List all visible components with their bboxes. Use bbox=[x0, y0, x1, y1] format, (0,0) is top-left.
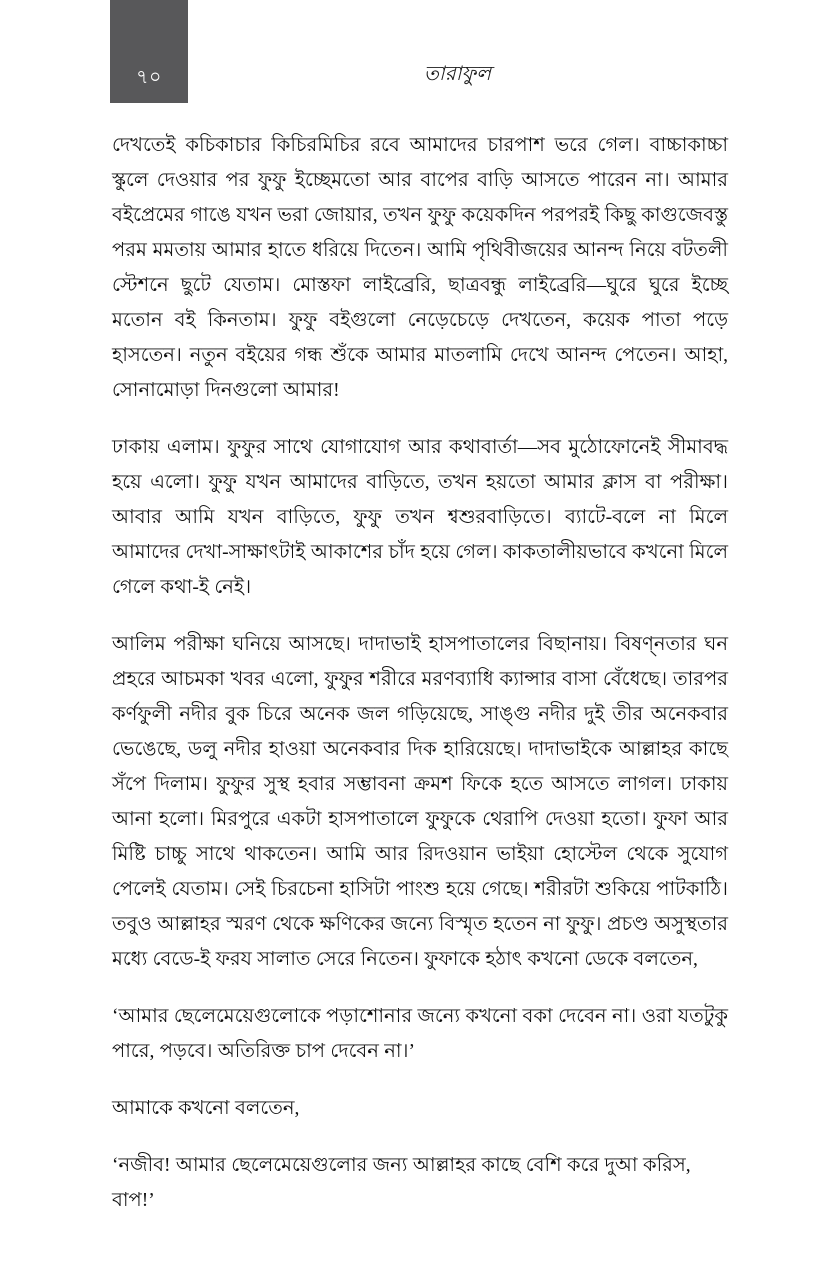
page-header bbox=[0, 0, 822, 110]
quoted-paragraph: ‘আমার ছেলেমেয়েগুলোকে পড়াশোনার জন্যে কখনো বকা দেবেন না। ওরা যতটুকু পারে, পড়বে। অতিরিক্ত চাপ দেবেন না।’ bbox=[112, 1006, 728, 1062]
paragraph: দেখতেই কচিকাচার কিচিরমিচির রবে আমাদের চারপাশ ভরে গেল। বাচ্চাকাচ্চা স্কুলে দেওয়ার পর ফুফু ইচ্ছেমতো আর বাপের বাড়ি আসতে পারেন না। আমার বইপ্রেমের গাঙে যখন ভরা জোয়ার, তখন ফুফু কয়েকদিন পরপরই কিছু কাগুজেবস্তু পরম মমতায় আমার হাতে ধরিয়ে দিতেন। আমি পৃথিবীজয়ের আনন্দ নিয়ে বটতলী স্টেশনে ছুটে যেতাম। মোস্তফা লাইব্রেরি, ছাত্রবন্ধু লাইব্রেরি—ঘুরে ঘুরে ইচ্ছে মতোন বই কিনতাম। ফুফু বইগুলো নেড়েচেড়ে দেখতেন, কয়েক পাতা পড়ে হাসতেন। নতুন বইয়ের গন্ধ শুঁকে আমার মাতলামি দেখে আনন্দ পেতেন। আহা, সোনামোড়া দিনগুলো আমার! bbox=[112, 135, 728, 401]
quoted-paragraph: ‘নজীব! আমার ছেলেমেয়েগুলোর জন্য আল্লাহর কাছে বেশি করে দুআ করিস, বাপ!’ bbox=[112, 1155, 691, 1211]
paragraph: আলিম পরীক্ষা ঘনিয়ে আসছে। দাদাভাই হাসপাতালের বিছানায়। বিষণ্নতার ঘন প্রহরে আচমকা খবর এলো, ফুফুর শরীরে মরণব্যাধি ক্যান্সার বাসা বেঁধেছে। তারপর কর্ণফুলী নদীর বুক চিরে অনেক জল গড়িয়েছে, সাঙ্গু নদীর দুই তীর অনেকবার ভেঙেছে, ডলু নদীর হাওয়া অনেকবার দিক হারিয়েছে। দাদাভাইকে আল্লাহর কাছে সঁপে দিলাম। ফুফুর সুস্থ হবার সম্ভাবনা ক্রমশ ফিকে হতে আসতে লাগল। ঢাকায় আনা হলো। মিরপুরে একটা হাসপাতালে ফুফুকে থেরাপি দেওয়া হতো। ফুফা আর মিষ্টি চাচ্চু সাথে থাকতেন। আমি আর রিদওয়ান ভাইয়া হোস্টেল থেকে সুযোগ পেলেই যেতাম। সেই চিরচেনা হাসিটা পাংশু হয়ে গেছে। শরীরটা শুকিয়ে পাটকাঠি। তবুও আল্লাহর স্মরণ থেকে ক্ষণিকের জন্যে বিস্মৃত হতেন না ফুফু। প্রচণ্ড অসুস্থতার মধ্যে বেডে-ই ফরয সালাত সেরে নিতেন। ফুফাকে হঠাৎ কখনো ডেকে বলতেন, bbox=[112, 634, 728, 970]
paragraph: ঢাকায় এলাম। ফুফুর সাথে যোগাযোগ আর কথাবার্তা—সব মুঠোফোনেই সীমাবদ্ধ হয়ে এলো। ফুফু যখন আমাদের বাড়িতে, তখন হয়তো আমার ক্লাস বা পরীক্ষা। আবার আমি যখন বাড়িতে, ফুফু তখন শ্বশুরবাড়িতে। ব্যাটে-বলে না মিলে আমাদের দেখা-সাক্ষাৎটাই আকাশের চাঁদ হয়ে গেল। কাকতালীয়ভাবে কখনো মিলে গেলে কথা-ই নেই। bbox=[112, 437, 728, 598]
page-number: ৭০ bbox=[136, 67, 162, 88]
page-body-text bbox=[112, 128, 728, 1218]
paragraph: আমাকে কখনো বলতেন, bbox=[112, 1098, 300, 1119]
folio-block bbox=[110, 0, 188, 103]
running-head-title: তারাফুল bbox=[423, 63, 492, 85]
